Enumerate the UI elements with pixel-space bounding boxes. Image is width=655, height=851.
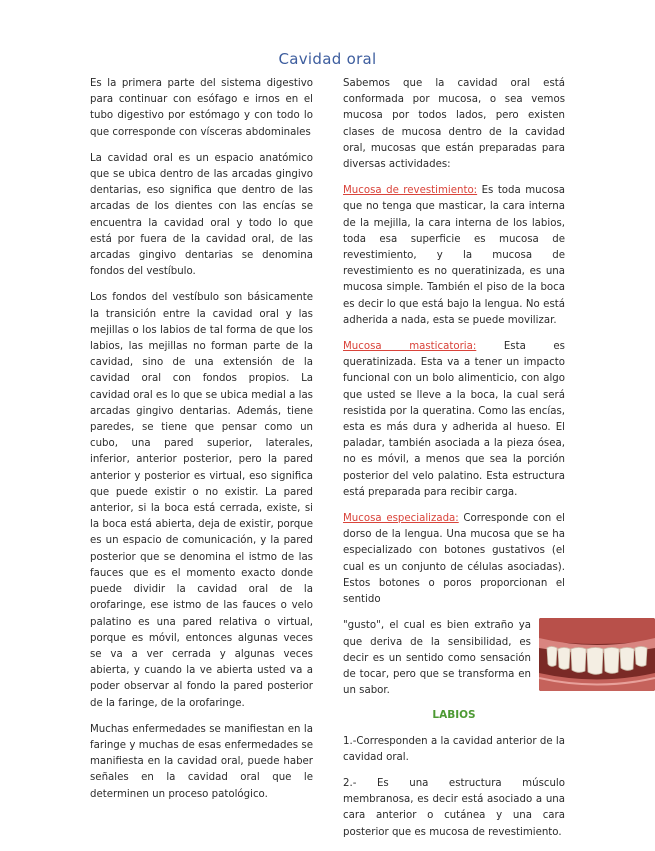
right-column — [343, 76, 565, 851]
paragraph-diseases: Muchas enfermedades se manifiestan en la faringe y muchas de esas enfermedades se manifiesta en la cavidad oral, puede haber señales en la cavidad oral que le determinen un proceso patológico. — [90, 723, 313, 800]
paragraph-mucosa-revestimiento — [343, 183, 565, 329]
term-revestimiento: Mucosa de revestimiento: — [343, 185, 478, 197]
page-title: Cavidad oral — [278, 50, 377, 68]
text-especializada-wrap: "gusto", el cual es bien extraño ya que deriva de la sensibilidad, es decir es un sentido como sensación de tocar, pero que se transforma en un sabor. — [343, 620, 531, 697]
left-column — [90, 76, 313, 813]
term-especializada: Mucosa especializada: — [343, 513, 459, 525]
text-especializada: Corresponde con el dorso de la lengua. Una mucosa que se ha especializado con botones gustativos (el cual es un conjunto de células asociadas). Estos botones o poros proporcionan el sentido — [343, 513, 566, 606]
paragraph-intro: Es la primera parte del sistema digestivo para continuar con esófago e irnos en el tubo digestivo por estómago y con todo lo que corresponde con vísceras abdominales — [90, 78, 313, 138]
labios-point-2: 2.- Es una estructura músculo membranosa, es decir está asociado a una cara anterior o cutánea y una cara posterior que es mucosa de revestimiento. — [343, 777, 565, 838]
paragraph-mucosa-masticatoria — [343, 339, 565, 501]
paragraph-mucosa-especializada — [343, 511, 565, 699]
paragraph-mucosa-intro: Sabemos que la cavidad oral está conformada por mucosa, o sea vemos mucosa por todos lados, pero existen clases de mucosa dentro de la cavidad oral, mucosas que están preparadas para diversas actividades: — [343, 78, 565, 171]
text-revestimiento: Es toda mucosa que no tenga que masticar, la cara interna de la mejilla, la cara interna de los labios, toda esa superficie es mucosa de revestimiento, y la mucosa de revestimiento es no queratinizada, es una mucosa simple. También el piso de la boca es decir lo que está bajo la lengua. No está adherida a nada, esta se puede movilizar. — [343, 185, 565, 326]
paragraph-oral-space: La cavidad oral es un espacio anatómico que se ubica dentro de las arcadas gingivo dentarias, eso significa que dentro de las arcadas de los dientes con las encías se encuentra la cavidad oral y todo lo que está por fuera de la cavidad oral, de las arcadas gingivo dentarias se denomina fondos del vestíbulo. — [90, 152, 313, 278]
specialized-wrap-row — [343, 618, 565, 699]
specialized-top — [343, 511, 565, 608]
text-masticatoria: Esta es queratinizada. Esta va a tener un impacto funcional con un bolo alimenticio, con algo que usted se lleve a la boca, la cual será resistida por la queratina. Como las encías, esta es más dura y adherida al hueso. El paladar, también asociada a la pieza ósea, no es móvil, a menos que sea la porción posterior del velo palatino. Esta estructura está preparada para recibir carga. — [343, 341, 565, 498]
labios-heading: LABIOS — [432, 709, 476, 722]
term-masticatoria: Mucosa masticatoria: — [343, 341, 477, 353]
paragraph-vestibule: Los fondos del vestíbulo son básicamente la transición entre la cavidad oral y las mejillas o los labios de tal forma de que los labios, las mejillas no forman parte de la cavidad, sino de una extensión de la cavidad oral con fondos propios. La cavidad oral es lo que se ubica medial a las arcadas gingivo dentarias. Además, tiene paredes, se tiene que pensar como un cubo, una pared superior, laterales, inferior, anterior posterior, pero la pared anterior y posterior es virtual, eso significa que puede existir o no existir. La pared anterior, si la boca está cerrada, existe, si la boca está abierta, deja de existir, porque es un espacio de comunicación, y la pared posterior que se denomina el istmo de las fauces que es el momento exacto donde puede dividir la cavidad oral de la orofaringe, ese istmo de las fauces o velo palatino es una pared relativa o virtual, porque es móvil, entonces algunas veces se va a ver cerrada y algunas veces abierta, y cuando la ve abierta usted va a poder observar al fondo la pared posterior de la faringe, de la orofaringe. — [90, 292, 313, 709]
gums-teeth-photo — [539, 618, 655, 691]
labios-point-1: 1.-Corresponden a la cavidad anterior de la cavidad oral. — [343, 735, 565, 763]
